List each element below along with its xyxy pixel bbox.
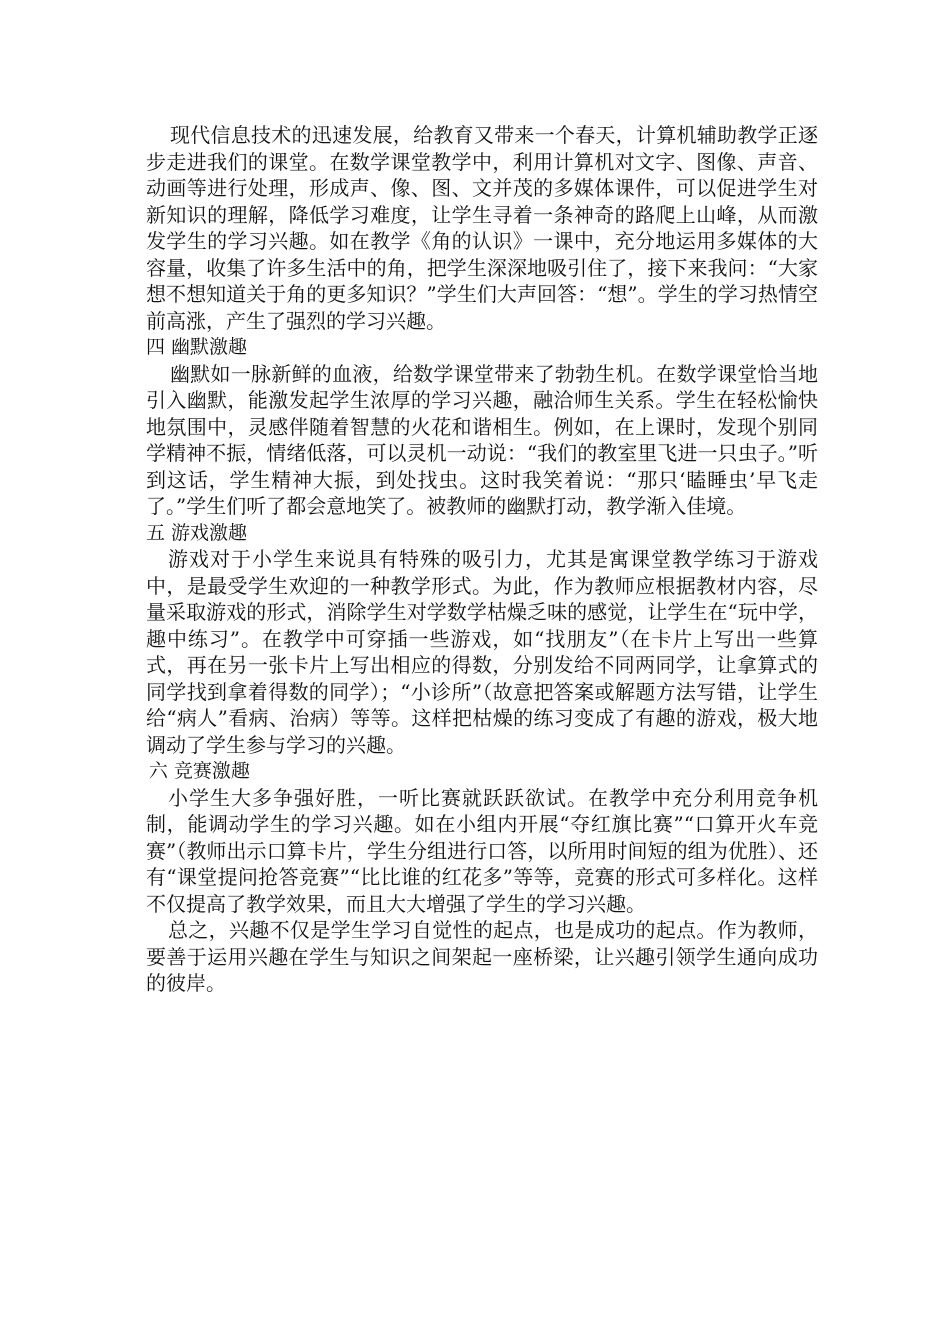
- paragraph-games: 游戏对于小学生来说具有特殊的吸引力，尤其是寓课堂教学练习于游戏中，是最受学生欢迎的一种教学形式。为此，作为教师应根据教材内容，尽量采取游戏的形式，消除学生对学数学枯燥乏味的感觉，让学生在“玩中学，趣中练习”。在教学中可穿插一些游戏，如“找朋友”（在卡片上写出一些算式，再在另一张卡片上写出相应的得数，分别发给不同两同学，让拿算式的同学找到拿着得数的同学）；“小诊所”（故意把答案或解题方法写错，让学生给“病人”看病、治病）等等。这样把枯燥的练习变成了有趣的游戏，极大地调动了学生参与学习的兴趣。: [146, 547, 818, 757]
- section-heading-humor: 四 幽默激趣: [146, 336, 248, 358]
- section-heading-games: 五 游戏激趣: [146, 521, 248, 544]
- paragraph-humor: 幽默如一脉新鲜的血液，给数学课堂带来了勃勃生机。在数学课堂恰当地引入幽默，能激发起学生浓厚的学习兴趣，融洽师生关系。学生在轻松愉快地氛围中，灵感伴随着智慧的火花和谐相生。例如，在上课时，发现个别同学精神不振，情绪低落，可以灵机一动说：“我们的教室里飞进一只虫子。”听到这话，学生精神大振，到处找虫。这时我笑着说：“那只‘瞌睡虫’早飞走了。”学生们听了都会意地笑了。被教师的幽默打动，教学渐入佳境。: [146, 361, 818, 518]
- paragraph-conclusion: 总之，兴趣不仅是学生学习自觉性的起点，也是成功的起点。作为教师，要善于运用兴趣在学生与知识之间架起一座桥梁，让兴趣引领学生通向成功的彼岸。: [146, 918, 818, 995]
- section-heading-competition: 六 竞赛激趣: [148, 760, 250, 782]
- paragraph-competition: 小学生大多争强好胜，一听比赛就跃跃欲试。在教学中充分利用竞争机制，能调动学生的学习兴趣。如在小组内开展“夺红旗比赛”“口算开火车竞赛”（教师出示口算卡片，学生分组进行口答，以所用时间短的组为优胜）、还有“课堂提问抢答竞赛”“比比谁的红花多”等等，竞赛的形式可多样化。这样不仅提高了教学效果，而且大大增强了学生的学习兴趣。: [146, 785, 818, 916]
- document-body: [146, 122, 818, 997]
- paragraph-multimedia: 现代信息技术的迅速发展，给教育又带来一个春天，计算机辅助教学正逐步走进我们的课堂。在数学课堂教学中，利用计算机对文字、图像、声音、动画等进行处理，形成声、像、图、文并茂的多媒体课件，可以促进学生对新知识的理解，降低学习难度，让学生寻着一条神奇的路爬上山峰，从而激发学生的学习兴趣。如在教学《角的认识》一课中，充分地运用多媒体的大容量，收集了许多生活中的角，把学生深深地吸引住了，接下来我问：“大家想不想知道关于角的更多知识？”学生们大声回答：“想”。学生的学习热情空前高涨，产生了强烈的学习兴趣。: [146, 123, 818, 333]
